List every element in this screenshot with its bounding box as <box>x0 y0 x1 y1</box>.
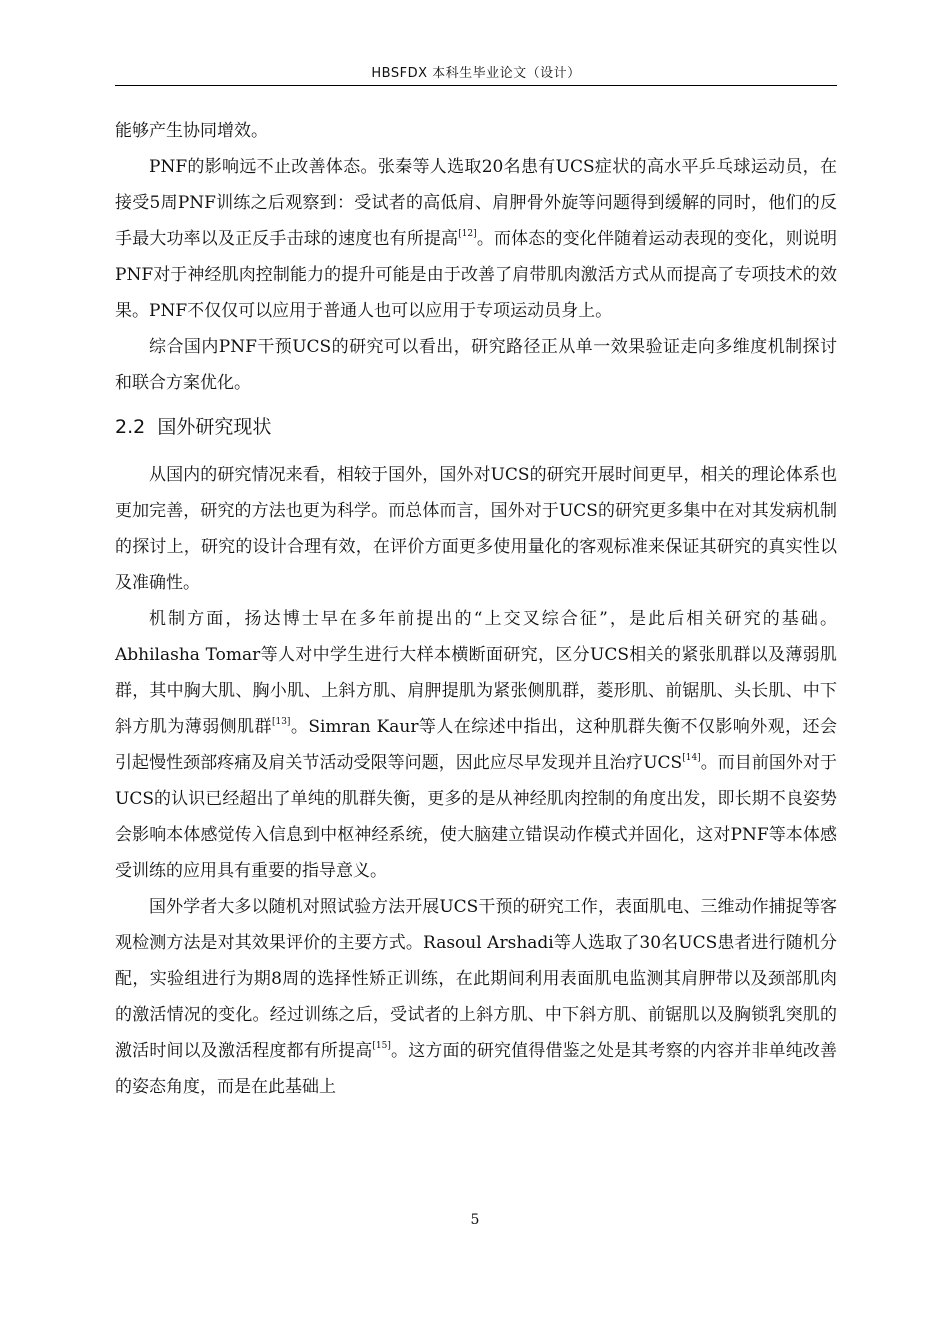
page-body <box>115 113 837 1105</box>
paragraph-foreign-overview: 从国内的研究情况来看，相较于国外，国外对UCS的研究开展时间更早，相关的理论体系也更加完善，研究的方法也更为科学。而总体而言，国外对于UCS的研究更多集中在对其发病机制的探讨上，研究的设计合理有效，在评价方面更多使用量化的客观标准来保证其研究的真实性以及准确性。 <box>115 465 837 593</box>
citation-ref: [12] <box>458 229 477 240</box>
paragraph-text: 。Simran Kaur等人在综述中指出，这种肌群失衡不仅影响外观，还会引起慢性颈部疼痛及肩关节活动受限等问题，因此应尽早发现并且治疗UCS <box>115 717 838 773</box>
running-header: HBSFDX 本科生毕业论文（设计） <box>371 66 581 81</box>
page-number: 5 <box>470 1212 480 1228</box>
paragraph-text: 国外学者大多以随机对照试验方法开展UCS干预的研究工作，表面肌电、三维动作捕捉等客观检测方法是对其效果评价的主要方式。Rasoul Arshadi等人选取了30名UCS患者进行随机分配，实验组进行为期8周的选择性矫正训练，在此期间利用表面肌电监测其肩胛带以及颈部肌肉的激活情况的变化。经过训练之后，受试者的上斜方肌、中下斜方肌、前锯肌以及胸锁乳突肌的激活时间以及激活程度都有所提高 <box>115 897 837 1061</box>
paragraph-domestic-summary: 综合国内PNF干预UCS的研究可以看出，研究路径正从单一效果验证走向多维度机制探讨和联合方案优化。 <box>115 337 837 393</box>
section-title: 国外研究现状 <box>157 416 272 438</box>
paragraph-text: 。而目前国外对于UCS的认识已经超出了单纯的肌群失衡，更多的是从神经肌肉控制的角度出发，即长期不良姿势会影响本体感觉传入信息到中枢神经系统，使大脑建立错误动作模式并固化，这对PNF等本体感受训练的应用具有重要的指导意义。 <box>115 753 838 881</box>
paragraph-text: 机制方面，扬达博士早在多年前提出的“上交叉综合征”，是此后相关研究的基础。Abhilasha Tomar等人对中学生进行大样本横断面研究，区分UCS相关的紧张肌群以及薄弱肌群，其中胸大肌、胸小肌、上斜方肌、肩胛提肌为紧张侧肌群，菱形肌、前锯肌、头长肌、中下斜方肌为薄弱侧肌群 <box>115 609 837 737</box>
paragraph-text: PNF的影响远不止改善体态。张秦等人选取20名患有UCS症状的高水平乒乓球运动员，在接受5周PNF训练之后观察到：受试者的高低肩、肩胛骨外旋等问题得到缓解的同时，他们的反手最大功率以及正反手击球的速度也有所提高 <box>115 157 837 249</box>
section-heading <box>115 409 837 445</box>
paragraph-mechanism <box>115 601 837 889</box>
paragraph-rct-methods <box>115 889 837 1105</box>
paragraph-continuation: 能够产生协同增效。 <box>115 121 268 141</box>
header-rule <box>115 85 837 86</box>
paragraph-text: 。这方面的研究值得借鉴之处是其考察的内容并非单纯改善的姿态角度，而是在此基础上 <box>115 1041 838 1097</box>
section-number: 2.2 <box>115 416 146 438</box>
paragraph-text: 。而体态的变化伴随着运动表现的变化，则说明PNF对于神经肌肉控制能力的提升可能是由于改善了肩带肌肉激活方式从而提高了专项技术的效果。PNF不仅仅可以应用于普通人也可以应用于专项运动员身上。 <box>115 229 838 321</box>
paragraph-pnf-effects <box>115 149 837 329</box>
citation-ref: [14] <box>682 753 701 764</box>
citation-ref: [13] <box>271 717 291 728</box>
citation-ref: [15] <box>372 1041 391 1052</box>
